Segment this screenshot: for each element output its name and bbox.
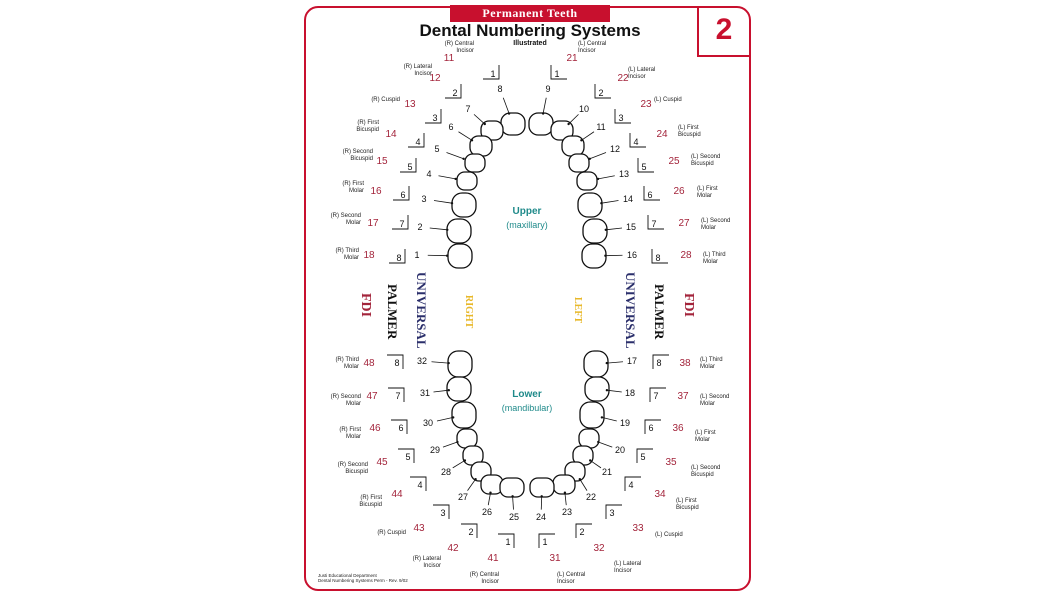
pointer-arrow <box>459 132 473 141</box>
pointer-arrow-head <box>579 478 581 480</box>
pointer-arrow <box>598 176 615 179</box>
pointer-arrow-head <box>446 255 448 257</box>
tooth-8 <box>501 113 525 135</box>
palmer-number: 6 <box>648 423 654 433</box>
tooth-name-l-lateral-incisor-cont: Incisor <box>614 568 632 574</box>
tooth-name-r-central-incisor: (R) Central <box>444 41 474 47</box>
universal-number: 14 <box>622 194 634 204</box>
pointer-arrow <box>513 496 514 509</box>
palmer-number: 3 <box>609 508 615 518</box>
fdi-number: 24 <box>656 129 668 140</box>
tooth-16 <box>582 244 606 268</box>
tooth-name-r-cuspid: (R) Cuspid <box>371 97 400 103</box>
palmer-number: 7 <box>653 391 659 401</box>
tooth-name-r-second-bicuspid-cont: Bicuspid <box>345 469 368 475</box>
tooth-name-l-second-bicuspid-cont: Bicuspid <box>691 161 714 167</box>
tooth-name-r-central-incisor-cont: Incisor <box>456 48 474 54</box>
tooth-name-l-first-bicuspid-cont: Bicuspid <box>676 505 699 511</box>
pointer-arrow <box>437 417 453 421</box>
tooth-name-r-lateral-incisor-cont: Incisor <box>414 71 432 77</box>
fdi-number: 37 <box>677 391 689 402</box>
tooth-name-l-third-molar: (L) Third <box>700 357 723 363</box>
pointer-arrow <box>598 442 612 447</box>
palmer-number: 2 <box>598 88 604 98</box>
tooth-name-l-first-molar: (L) First <box>695 430 716 436</box>
tooth-name-r-second-bicuspid: (R) Second <box>342 149 373 155</box>
universal-number: 13 <box>618 169 630 179</box>
pointer-arrow-head <box>447 362 449 364</box>
tooth-6 <box>470 136 492 156</box>
pointer-arrow-head <box>606 362 608 364</box>
tooth-9 <box>529 113 553 135</box>
fdi-number: 23 <box>640 99 652 110</box>
tooth-name-l-lateral-incisor: (L) Lateral <box>614 561 642 567</box>
universal-number: 8 <box>497 84 503 94</box>
tooth-name-r-first-bicuspid: (R) First <box>357 120 379 126</box>
universal-number: 15 <box>625 222 637 232</box>
tooth-3 <box>452 193 476 217</box>
palmer-number: 3 <box>618 113 624 123</box>
tooth-name-r-third-molar-cont: Molar <box>343 255 359 261</box>
tooth-name-l-first-bicuspid: (L) First <box>678 125 699 131</box>
universal-number: 11 <box>596 122 606 132</box>
tooth-name-l-second-molar: (L) Second <box>701 218 731 224</box>
tooth-name-r-second-molar-cont: Molar <box>345 220 361 226</box>
pointer-arrow <box>453 460 465 467</box>
fdi-number: 36 <box>672 423 684 434</box>
universal-number: 23 <box>561 507 573 517</box>
palmer-number: 6 <box>398 423 404 433</box>
side-label-left: LEFT <box>572 297 583 324</box>
tooth-name-r-cuspid: (R) Cuspid <box>377 530 406 536</box>
tooth-11 <box>562 136 584 156</box>
palmer-number: 6 <box>647 190 653 200</box>
tooth-name-l-second-bicuspid: (L) Second <box>691 154 721 160</box>
tooth-name-l-cuspid: (L) Cuspid <box>654 97 682 103</box>
banner: Permanent Teeth <box>450 5 610 22</box>
pointer-arrow-head <box>446 229 448 231</box>
pointer-arrow-head <box>580 139 582 141</box>
fdi-number: 45 <box>376 457 388 468</box>
fdi-number: 33 <box>632 523 644 534</box>
pointer-arrow-head <box>448 389 450 391</box>
pointer-arrow <box>606 228 622 230</box>
universal-label-right: UNIVERSAL <box>414 272 429 349</box>
universal-number: 20 <box>614 445 626 455</box>
tooth-name-r-first-bicuspid-cont: Bicuspid <box>356 127 379 133</box>
tooth-4 <box>457 172 477 190</box>
tooth-name-l-central-incisor-cont: Incisor <box>578 48 596 54</box>
tooth-name-r-lateral-incisor-cont: Incisor <box>423 563 441 569</box>
palmer-number: 1 <box>490 69 496 79</box>
tooth-name-l-cuspid: (L) Cuspid <box>655 532 683 538</box>
fdi-number: 25 <box>668 156 680 167</box>
tooth-name-l-second-molar: (L) Second <box>700 394 730 400</box>
universal-number: 12 <box>609 144 621 154</box>
tooth-5 <box>465 154 485 172</box>
universal-number: 29 <box>429 445 441 455</box>
universal-number: 30 <box>422 418 434 428</box>
pointer-arrow-head <box>589 459 591 461</box>
pointer-arrow <box>543 98 546 114</box>
pointer-arrow-head <box>604 255 606 257</box>
tooth-31 <box>447 377 471 401</box>
fdi-number: 42 <box>447 543 459 554</box>
footer-line-2: Dental Numbering Systems Perm - Rev. 9/02 <box>318 578 408 583</box>
tooth-32 <box>448 351 472 377</box>
fdi-label-right: FDI <box>358 293 373 318</box>
palmer-number: 7 <box>651 219 657 229</box>
fdi-number: 48 <box>363 358 375 369</box>
pointer-arrow-head <box>451 202 453 204</box>
pointer-arrow-head <box>484 123 486 125</box>
tooth-name-l-second-molar-cont: Molar <box>700 401 716 407</box>
tooth-name-r-first-molar: (R) First <box>339 427 361 433</box>
tooth-name-r-first-molar-cont: Molar <box>348 188 364 194</box>
pointer-arrow <box>443 442 457 447</box>
page-title: Dental Numbering Systems <box>419 21 641 40</box>
lower-arch-subtitle: (mandibular) <box>501 403 553 413</box>
pointer-arrow-head <box>462 158 464 160</box>
pointer-arrow <box>447 153 464 159</box>
tooth-name-r-first-molar-cont: Molar <box>345 434 361 440</box>
universal-number: 22 <box>585 492 597 502</box>
palmer-number: 5 <box>405 452 411 462</box>
palmer-number: 7 <box>399 219 405 229</box>
fdi-number: 31 <box>549 553 561 564</box>
tooth-24 <box>530 478 554 497</box>
fdi-number: 16 <box>370 186 382 197</box>
palmer-number: 8 <box>655 253 661 263</box>
tooth-name-l-first-bicuspid: (L) First <box>676 498 697 504</box>
pointer-arrow-head <box>452 416 454 418</box>
fdi-number: 13 <box>404 99 416 110</box>
universal-number: 3 <box>421 194 427 204</box>
pointer-arrow-head <box>454 178 456 180</box>
tooth-name-r-third-molar-cont: Molar <box>343 364 359 370</box>
universal-number: 17 <box>626 356 638 366</box>
fdi-number: 46 <box>369 423 381 434</box>
tooth-name-r-third-molar: (R) Third <box>335 248 359 254</box>
fdi-number: 22 <box>617 73 629 84</box>
tooth-name-r-second-molar: (R) Second <box>330 213 361 219</box>
pointer-arrow <box>581 132 594 141</box>
fdi-label-left: FDI <box>681 293 696 318</box>
pointer-arrow <box>432 362 449 363</box>
tooth-name-l-second-bicuspid-cont: Bicuspid <box>691 472 714 478</box>
palmer-number: 4 <box>415 137 421 147</box>
tooth-name-l-second-bicuspid: (L) Second <box>691 465 721 471</box>
pointer-arrow-head <box>589 158 591 160</box>
fdi-number: 43 <box>413 523 425 534</box>
pointer-arrow <box>590 153 606 159</box>
tooth-name-r-central-incisor: (R) Central <box>469 572 499 578</box>
tooth-name-l-central-incisor: (L) Central <box>578 41 607 47</box>
tooth-name-r-second-bicuspid-cont: Bicuspid <box>350 156 373 162</box>
tooth-13 <box>577 172 597 190</box>
palmer-number: 1 <box>542 537 548 547</box>
fdi-number: 11 <box>443 53 455 64</box>
tooth-18 <box>585 377 609 401</box>
fdi-number: 47 <box>366 391 378 402</box>
fdi-number: 44 <box>391 489 403 500</box>
universal-label-left: UNIVERSAL <box>623 272 638 349</box>
fdi-number: 26 <box>673 186 685 197</box>
tooth-name-r-lateral-incisor: (R) Lateral <box>412 556 441 562</box>
pointer-arrow <box>439 176 456 179</box>
tooth-name-r-second-molar: (R) Second <box>330 394 361 400</box>
tooth-23 <box>553 475 575 494</box>
tooth-name-r-central-incisor-cont: Incisor <box>481 579 499 585</box>
pointer-arrow-head <box>541 495 543 497</box>
palmer-number: 7 <box>395 391 401 401</box>
tooth-name-l-central-incisor-cont: Incisor <box>557 579 575 585</box>
universal-number: 2 <box>417 222 423 232</box>
universal-number: 1 <box>414 250 420 260</box>
fdi-number: 15 <box>376 156 388 167</box>
palmer-number: 4 <box>628 480 634 490</box>
fdi-number: 35 <box>665 457 677 468</box>
universal-number: 32 <box>416 356 428 366</box>
pointer-arrow <box>503 98 509 114</box>
tooth-name-l-first-molar-cont: Molar <box>695 437 711 443</box>
palmer-number: 1 <box>505 537 511 547</box>
tooth-name-l-lateral-incisor-cont: Incisor <box>628 74 646 80</box>
tooth-name-l-lateral-incisor: (L) Lateral <box>628 67 656 73</box>
universal-number: 16 <box>626 250 638 260</box>
tooth-20 <box>579 429 599 448</box>
palmer-number: 5 <box>407 162 413 172</box>
fdi-number: 41 <box>487 553 499 564</box>
pointer-arrow-head <box>511 495 513 497</box>
palmer-number: 8 <box>656 358 662 368</box>
lower-arch-title: Lower <box>512 389 542 400</box>
fdi-number: 18 <box>363 250 375 261</box>
pointer-arrow-head <box>564 492 566 494</box>
universal-number: 25 <box>508 512 520 522</box>
pointer-arrow <box>607 362 623 363</box>
upper-arch-subtitle: (maxillary) <box>506 220 548 230</box>
tooth-name-l-central-incisor: (L) Central <box>557 572 586 578</box>
tooth-14 <box>578 193 602 217</box>
fdi-number: 17 <box>367 218 379 229</box>
tooth-name-l-third-molar-cont: Molar <box>700 364 716 370</box>
tooth-name-l-third-molar-cont: Molar <box>703 259 719 265</box>
fdi-number: 34 <box>654 489 666 500</box>
pointer-arrow-head <box>542 112 544 114</box>
tooth-name-r-second-molar-cont: Molar <box>345 401 361 407</box>
pointer-arrow <box>569 114 579 124</box>
upper-arch-title: Upper <box>512 206 542 217</box>
universal-number: 19 <box>619 418 631 428</box>
pointer-arrow-head <box>508 112 510 114</box>
pointer-arrow <box>474 114 485 124</box>
tooth-name-l-first-molar-cont: Molar <box>697 193 713 199</box>
pointer-arrow <box>590 460 601 467</box>
footer-line-1: Justi Educational Department <box>318 573 377 578</box>
fdi-number: 32 <box>593 543 605 554</box>
page-subtitle: Illustrated <box>513 40 547 47</box>
tooth-name-l-first-molar: (L) First <box>697 186 718 192</box>
pointer-arrow-head <box>606 389 608 391</box>
palmer-number: 6 <box>400 190 406 200</box>
palmer-label-left: PALMER <box>652 284 667 340</box>
pointer-arrow-head <box>456 441 458 443</box>
fdi-number: 27 <box>678 218 690 229</box>
tooth-1 <box>448 244 472 268</box>
tooth-name-r-third-molar: (R) Third <box>335 357 359 363</box>
tooth-19 <box>580 402 604 428</box>
pointer-arrow <box>468 479 476 490</box>
pointer-arrow-head <box>567 123 569 125</box>
fdi-number: 14 <box>385 129 397 140</box>
fdi-number: 21 <box>566 53 578 64</box>
tooth-name-l-second-molar-cont: Molar <box>701 225 717 231</box>
pointer-arrow-head <box>471 139 473 141</box>
palmer-number: 8 <box>396 253 402 263</box>
universal-number: 21 <box>601 467 613 477</box>
tooth-15 <box>583 219 607 243</box>
tooth-25 <box>500 478 524 497</box>
palmer-number: 3 <box>440 508 446 518</box>
universal-number: 10 <box>578 104 590 114</box>
palmer-number: 3 <box>432 113 438 123</box>
universal-number: 18 <box>624 388 636 398</box>
tooth-name-r-first-bicuspid-cont: Bicuspid <box>359 502 382 508</box>
pointer-arrow <box>601 201 618 204</box>
teeth-layer <box>331 41 731 585</box>
universal-number: 4 <box>426 169 432 179</box>
tooth-name-r-lateral-incisor: (R) Lateral <box>403 64 432 70</box>
tooth-name-r-second-bicuspid: (R) Second <box>337 462 368 468</box>
palmer-number: 8 <box>394 358 400 368</box>
pointer-arrow <box>430 228 448 230</box>
universal-number: 28 <box>440 467 452 477</box>
side-label-right: RIGHT <box>463 295 474 329</box>
palmer-number: 5 <box>640 452 646 462</box>
pointer-arrow <box>580 479 587 490</box>
universal-number: 7 <box>465 104 471 114</box>
chart-number-badge: 2 <box>697 7 749 57</box>
universal-number: 9 <box>545 84 551 94</box>
pointer-arrow-head <box>597 178 599 180</box>
palmer-number: 2 <box>468 527 474 537</box>
pointer-arrow <box>434 201 452 204</box>
universal-number: 6 <box>448 122 454 132</box>
tooth-name-l-third-molar: (L) Third <box>703 252 726 258</box>
tooth-17 <box>584 351 608 377</box>
pointer-arrow-head <box>489 492 491 494</box>
palmer-label-right: PALMER <box>385 284 400 340</box>
tooth-name-l-first-bicuspid-cont: Bicuspid <box>678 132 701 138</box>
universal-number: 24 <box>535 512 547 522</box>
palmer-number: 4 <box>417 480 423 490</box>
pointer-arrow-head <box>464 459 466 461</box>
palmer-number: 5 <box>641 162 647 172</box>
palmer-number: 1 <box>554 69 560 79</box>
fdi-number: 28 <box>680 250 692 261</box>
tooth-name-r-first-molar: (R) First <box>342 181 364 187</box>
tooth-29 <box>457 429 477 448</box>
universal-number: 31 <box>419 388 431 398</box>
tooth-30 <box>452 402 476 428</box>
fdi-number: 12 <box>429 73 441 84</box>
universal-number: 5 <box>434 144 440 154</box>
pointer-arrow-head <box>474 478 476 480</box>
palmer-number: 2 <box>452 88 458 98</box>
tooth-name-r-first-bicuspid: (R) First <box>360 495 382 501</box>
tooth-12 <box>569 154 589 172</box>
universal-number: 26 <box>481 507 493 517</box>
fdi-number: 38 <box>679 358 691 369</box>
pointer-arrow-head <box>605 229 607 231</box>
universal-number: 27 <box>457 492 469 502</box>
palmer-number: 2 <box>579 527 585 537</box>
pointer-arrow-head <box>600 202 602 204</box>
pointer-arrow-head <box>601 416 603 418</box>
tooth-2 <box>447 219 471 243</box>
palmer-number: 4 <box>633 137 639 147</box>
pointer-arrow-head <box>597 441 599 443</box>
